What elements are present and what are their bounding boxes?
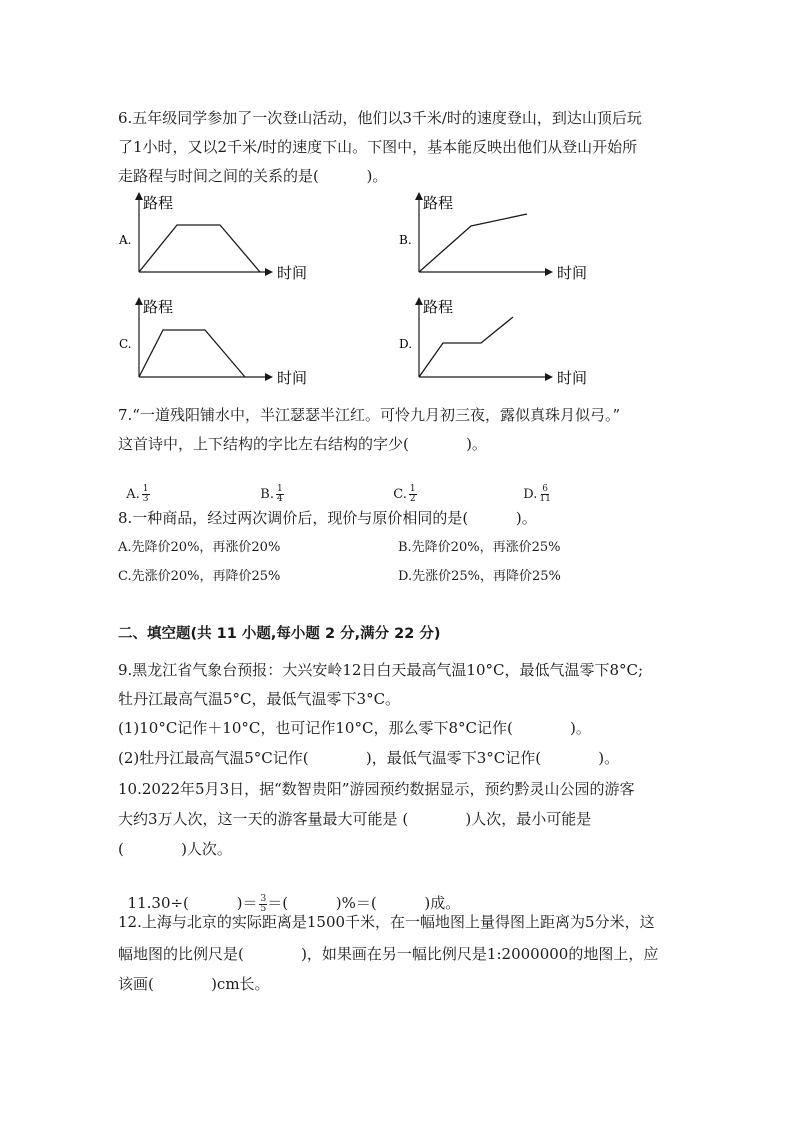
graph-c-xlabel: 时间 — [277, 369, 308, 387]
q8-option-a[interactable]: A.先降价20%，再涨价20% — [118, 540, 281, 555]
graph-b-curve — [419, 214, 527, 272]
graph-d — [395, 295, 595, 387]
q7-option-a[interactable] — [118, 467, 150, 504]
q7-option-d-fraction: $\frac{6}{11}$ — [539, 484, 551, 504]
q7-option-d-label: D. — [523, 487, 538, 502]
graph-b-option: B. — [399, 233, 412, 247]
graph-a-xlabel: 时间 — [277, 264, 308, 280]
q10-line-3: ( )人次。 — [118, 840, 232, 858]
graph-d-curve — [419, 317, 513, 377]
q7-line-2: 这首诗中，上下结构的字比左右结构的字少( )。 — [118, 435, 487, 453]
q7-option-c[interactable] — [385, 467, 417, 504]
q7-option-c-fraction: $\frac{1}{2}$ — [409, 484, 416, 504]
graph-b-ylabel: 路程 — [423, 194, 454, 212]
graph-d-x-arrow — [545, 373, 553, 381]
graph-b-y-arrow — [415, 192, 423, 200]
graph-a-option: A. — [119, 233, 132, 247]
q12-line-2: 幅地图的比例尺是( )，如果画在另一幅比例尺是1:2000000的地图上，应 — [118, 945, 659, 963]
q6-line-2: 了1小时，又以2千米/时的速度下山。下图中，基本能反映出他们从登山开始所 — [118, 138, 638, 156]
q8-line: 8.一种商品，经过两次调价后，现价与原价相同的是( )。 — [118, 509, 537, 527]
graph-a — [115, 190, 315, 280]
q7-option-b-label: B. — [260, 487, 274, 502]
q7-option-c-label: C. — [393, 487, 407, 502]
graph-d-ylabel: 路程 — [423, 298, 454, 316]
graph-c-y-arrow — [135, 297, 143, 305]
section-2-heading: 二、填空题(共 11 小题,每小题 2 分,满分 22 分) — [118, 626, 441, 642]
q9-line-3: (1)10°C记作＋10°C，也可记作10°C，那么零下8°C记作( )。 — [118, 719, 591, 737]
q12-line-1: 12.上海与北京的实际距离是1500千米，在一幅地图上量得图上距离为5分米，这 — [118, 913, 655, 931]
q6-line-3: 走路程与时间之间的关系的是( )。 — [118, 167, 388, 185]
q6-line-1: 6.五年级同学参加了一次登山活动，他们以3千米/时的速度登山，到达山顶后玩 — [118, 109, 642, 127]
q12-line-3: 该画( )cm长。 — [118, 975, 270, 993]
graph-a-x-arrow — [265, 268, 273, 276]
q8-option-b[interactable]: B.先降价20%，再涨价25% — [398, 540, 561, 555]
graph-c-option: C. — [119, 337, 132, 351]
graph-c-ylabel: 路程 — [143, 298, 174, 316]
graph-b-xlabel: 时间 — [557, 264, 588, 280]
q11-suffix: ＝( )%＝( )成。 — [267, 894, 461, 912]
q11-line — [118, 870, 460, 914]
q7-option-a-label: A. — [126, 487, 140, 502]
q9-line-2: 牡丹江最高气温5°C，最低气温零下3°C。 — [118, 690, 401, 708]
q10-line-2: 大约3万人次，这一天的游客量最大可能是 ( )人次，最小可能是 — [118, 810, 592, 828]
q7-option-a-fraction: $\frac{1}{3}$ — [142, 484, 149, 504]
q7-line-1: 7.“一道残阳铺水中，半江瑟瑟半江红。可怜九月初三夜，露似真珠月似弓。” — [118, 406, 621, 424]
q11-prefix: 11.30÷( )＝ — [127, 894, 258, 912]
graph-d-option: D. — [399, 337, 413, 351]
graph-d-y-arrow — [415, 297, 423, 305]
graph-a-y-arrow — [135, 192, 143, 200]
graph-c — [115, 295, 315, 387]
q7-option-b-fraction: $\frac{1}{4}$ — [276, 484, 283, 504]
q7-option-d[interactable] — [515, 467, 551, 504]
graph-c-curve — [139, 330, 245, 377]
q9-line-4: (2)牡丹江最高气温5°C记作( )，最低气温零下3°C记作( )。 — [118, 749, 620, 767]
graph-d-xlabel: 时间 — [557, 369, 588, 387]
graph-a-ylabel: 路程 — [143, 194, 174, 212]
q7-option-b[interactable] — [252, 467, 284, 504]
q8-option-d[interactable]: D.先涨价25%，再降价25% — [398, 569, 561, 584]
q9-line-1: 9.黑龙江省气象台预报：大兴安岭12日白天最高气温10°C，最低气温零下8°C; — [118, 661, 644, 679]
q10-line-1: 10.2022年5月3日，据“数智贵阳”游园预约数据显示，预约黔灵山公园的游客 — [118, 780, 635, 798]
q8-option-c[interactable]: C.先涨价20%，再降价25% — [118, 569, 281, 584]
graph-b-x-arrow — [545, 268, 553, 276]
graph-a-curve — [139, 225, 260, 272]
graph-b — [395, 190, 595, 280]
q11-fraction: $\frac{3}{5}$ — [260, 893, 267, 914]
graph-c-x-arrow — [265, 373, 273, 381]
